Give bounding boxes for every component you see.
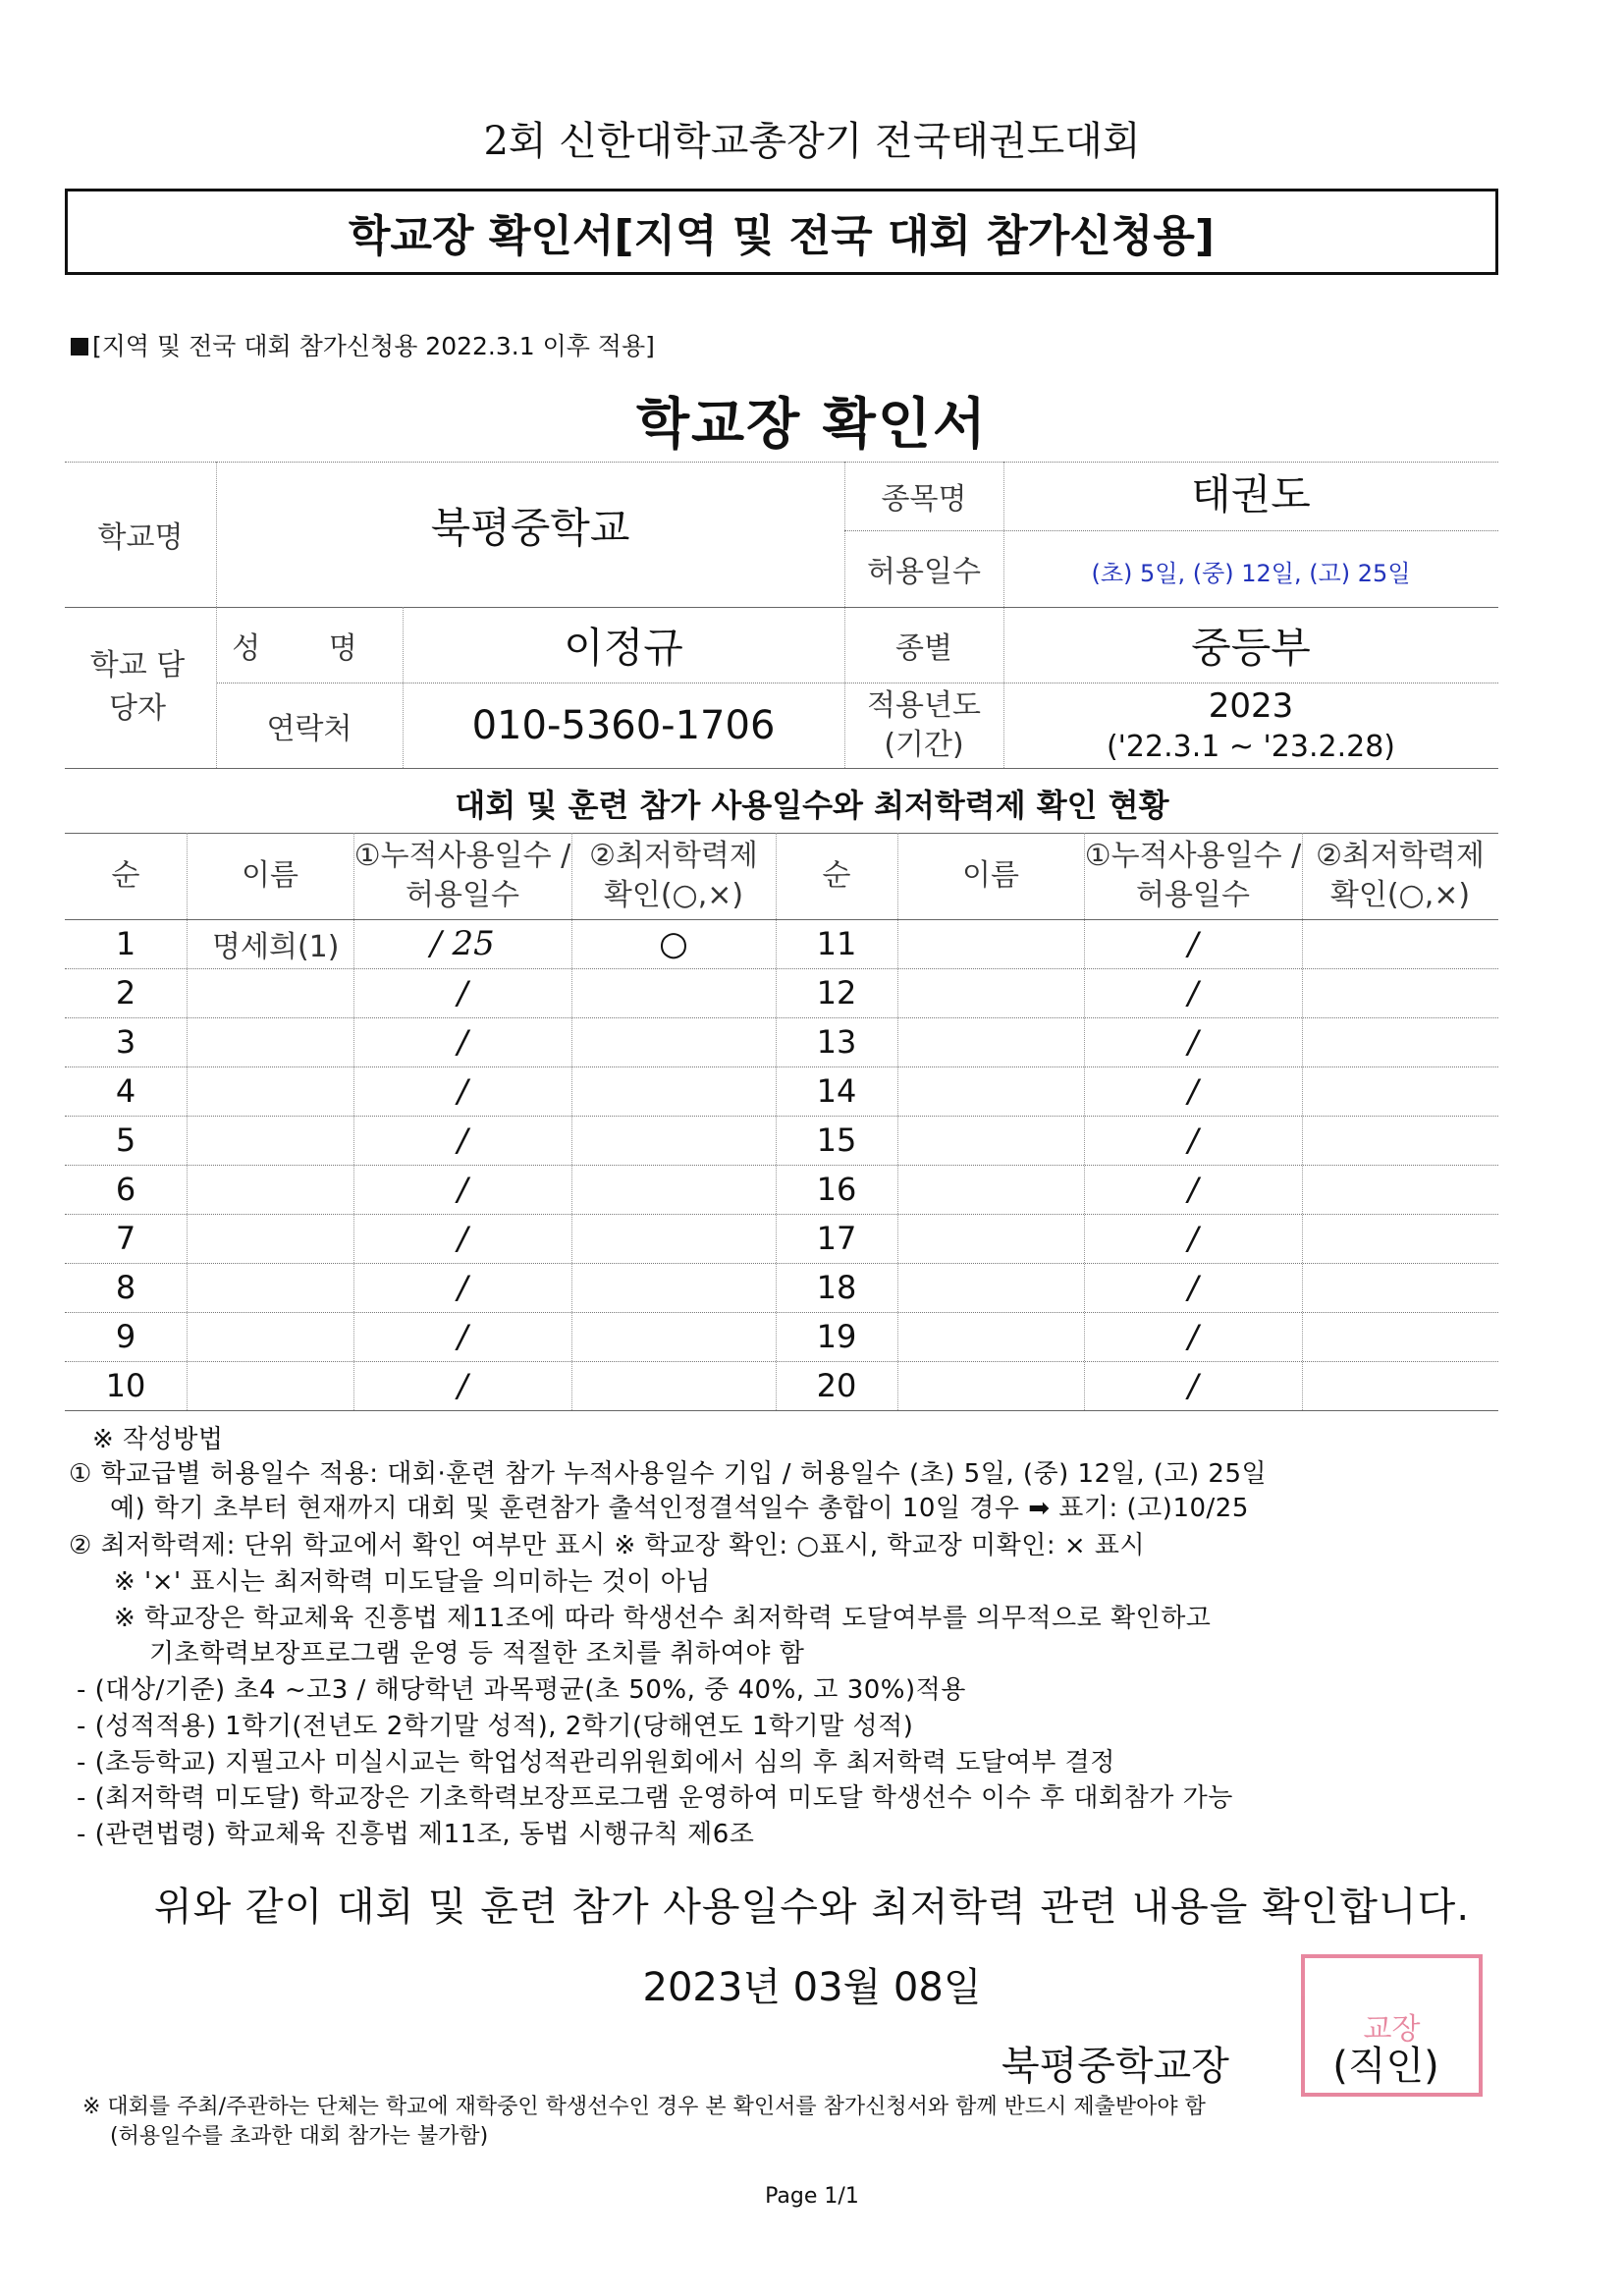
school-name-label: 학교명 bbox=[97, 520, 184, 555]
principal-title: 북평중학교장 bbox=[1001, 2044, 1229, 2089]
event-label: 종목명 bbox=[881, 482, 967, 517]
year-label: 적용년도 (기간) bbox=[867, 687, 981, 762]
academic-check bbox=[571, 1263, 776, 1312]
form-title-box bbox=[65, 189, 1498, 275]
roster-header-days: ①누적사용일수 /허용일수 bbox=[353, 839, 571, 912]
accumulated-days: / bbox=[457, 1023, 468, 1061]
allowed-days-label: 허용일수 bbox=[867, 555, 981, 589]
roster-header-academic: ②최저학력제 확인(○,×) bbox=[589, 839, 758, 912]
row-number: 4 bbox=[115, 1072, 136, 1110]
student-name bbox=[897, 1312, 1084, 1361]
accumulated-days: / bbox=[457, 1220, 468, 1257]
phone-value: 010-5360-1706 bbox=[471, 702, 776, 748]
phone-label: 연락처 bbox=[266, 711, 352, 746]
page-number: Page 1/1 bbox=[765, 2184, 859, 2209]
accumulated-days: / bbox=[1187, 1121, 1199, 1159]
academic-check bbox=[1302, 1017, 1498, 1066]
accumulated-days: / bbox=[1187, 1072, 1199, 1110]
instruction-line: ② 최저학력제: 단위 학교에서 확인 여부만 표시 ※ 학교장 확인: ○표시, 학교장 미확인: × 표시 bbox=[69, 1531, 1146, 1560]
roster-title: 대회 및 훈련 참가 사용일수와 최저학력제 확인 현황 bbox=[455, 787, 1169, 824]
row-number: 5 bbox=[115, 1121, 136, 1159]
instruction-line: - (초등학교) 지필고사 미실시교는 학업성적관리위원회에서 심의 후 최저학력 도달여부 결정 bbox=[77, 1748, 1115, 1777]
student-name bbox=[187, 1116, 353, 1165]
student-name bbox=[187, 1361, 353, 1410]
accumulated-days: / bbox=[1187, 1023, 1199, 1061]
student-name bbox=[187, 1263, 353, 1312]
academic-check bbox=[1302, 1066, 1498, 1116]
contact-group-label: 학교 담당자 bbox=[89, 648, 186, 726]
accumulated-days: / bbox=[1187, 1220, 1199, 1257]
row-number: 19 bbox=[816, 1318, 857, 1355]
row-number: 9 bbox=[115, 1318, 136, 1355]
event-value: 태권도 bbox=[1191, 470, 1311, 519]
academic-check bbox=[1302, 1312, 1498, 1361]
roster-row-border bbox=[65, 1410, 1498, 1411]
year-value: 2023 bbox=[1208, 686, 1294, 726]
instructions-heading: ※ 작성방법 bbox=[92, 1425, 224, 1454]
period-value: ('22.3.1 ~ '23.2.28) bbox=[1106, 729, 1396, 764]
roster-header-days: ①누적사용일수 /허용일수 bbox=[1084, 839, 1302, 912]
student-name bbox=[897, 919, 1084, 968]
confirmation-statement: 위와 같이 대회 및 훈련 참가 사용일수와 최저학력 관련 내용을 확인합니다. bbox=[153, 1885, 1471, 1930]
student-name bbox=[187, 1214, 353, 1263]
student-name bbox=[187, 1017, 353, 1066]
name-label: 성 명 bbox=[232, 630, 387, 666]
division-value: 중등부 bbox=[1191, 623, 1311, 672]
roster-header-no: 순 bbox=[111, 858, 140, 893]
accumulated-days: / bbox=[457, 1072, 468, 1110]
student-name bbox=[187, 1312, 353, 1361]
instruction-line: - (성적적용) 1학기(전년도 2학기말 성적), 2학기(당해연도 1학기말 성적) bbox=[77, 1712, 914, 1741]
roster-header-no: 순 bbox=[822, 858, 851, 893]
academic-check bbox=[1302, 1116, 1498, 1165]
student-name bbox=[897, 1263, 1084, 1312]
student-name bbox=[187, 968, 353, 1017]
academic-check bbox=[571, 1116, 776, 1165]
academic-check bbox=[571, 968, 776, 1017]
row-number: 14 bbox=[816, 1072, 857, 1110]
academic-check bbox=[571, 1361, 776, 1410]
roster-header-name: 이름 bbox=[962, 858, 1019, 893]
row-number: 3 bbox=[115, 1023, 136, 1061]
roster-header-academic: ②최저학력제 확인(○,×) bbox=[1316, 839, 1485, 912]
academic-check bbox=[1302, 1165, 1498, 1214]
sub-title: 학교장 확인서 bbox=[635, 393, 989, 457]
accumulated-days: / bbox=[1187, 1171, 1199, 1208]
row-number: 7 bbox=[115, 1220, 136, 1257]
row-number: 11 bbox=[816, 925, 857, 962]
instruction-line: - (관련법령) 학교체육 진흥법 제11조, 동법 시행규칙 제6조 bbox=[77, 1820, 755, 1849]
school-name-value: 북평중학교 bbox=[430, 504, 630, 552]
academic-check bbox=[1302, 919, 1498, 968]
academic-check bbox=[571, 1312, 776, 1361]
row-number: 16 bbox=[816, 1171, 857, 1208]
academic-check bbox=[571, 1165, 776, 1214]
row-number: 8 bbox=[115, 1269, 136, 1306]
accumulated-days: / bbox=[457, 1367, 468, 1404]
student-name bbox=[897, 1116, 1084, 1165]
academic-check bbox=[1302, 1361, 1498, 1410]
accumulated-days: / bbox=[457, 1171, 468, 1208]
student-name bbox=[897, 1214, 1084, 1263]
row-number: 2 bbox=[115, 974, 136, 1011]
instruction-line: ① 학교급별 허용일수 적용: 대회·훈련 참가 누적사용일수 기입 / 허용일수 (초) 5일, (중) 12일, (고) 25일 bbox=[69, 1459, 1268, 1489]
roster-header-name: 이름 bbox=[242, 858, 298, 893]
academic-check bbox=[1302, 968, 1498, 1017]
seal-text: 교장 bbox=[1363, 2011, 1421, 2047]
student-name: 명세희(1) bbox=[212, 930, 340, 964]
applicability-note-text: [지역 및 전국 대회 참가신청용 2022.3.1 이후 적용] bbox=[92, 332, 655, 360]
student-name bbox=[187, 1066, 353, 1116]
accumulated-days: / bbox=[1187, 974, 1199, 1011]
accumulated-days: / 25 bbox=[430, 924, 495, 963]
division-label: 종별 bbox=[895, 630, 952, 666]
confirmation-date: 2023년 03월 08일 bbox=[642, 1965, 982, 2010]
square-bullet-icon bbox=[71, 338, 88, 355]
form-title: 학교장 확인서[지역 및 전국 대회 참가신청용] bbox=[349, 211, 1215, 261]
academic-check bbox=[571, 1017, 776, 1066]
row-number: 20 bbox=[816, 1367, 857, 1404]
academic-check: ○ bbox=[659, 924, 688, 963]
applicability-note bbox=[71, 327, 655, 362]
contact-name-value: 이정규 bbox=[564, 623, 683, 672]
row-number: 18 bbox=[816, 1269, 857, 1306]
row-number: 10 bbox=[105, 1367, 146, 1404]
student-name bbox=[897, 968, 1084, 1017]
accumulated-days: / bbox=[1187, 1269, 1199, 1306]
student-name bbox=[187, 1165, 353, 1214]
student-name bbox=[897, 1361, 1084, 1410]
student-name bbox=[897, 1017, 1084, 1066]
instruction-line: - (대상/기준) 초4 ~고3 / 해당학년 과목평균(초 50%, 중 40%, 고 30%)적용 bbox=[77, 1675, 966, 1705]
event-title: 2회 신한대학교총장기 전국태권도대회 bbox=[483, 119, 1141, 164]
accumulated-days: / bbox=[457, 1269, 468, 1306]
seal-note: (직인) bbox=[1332, 2044, 1439, 2089]
instruction-line: 기초학력보장프로그램 운영 등 적절한 조치를 취하여야 함 bbox=[149, 1639, 805, 1668]
instruction-line: - (최저학력 미도달) 학교장은 기초학력보장프로그램 운영하여 미도달 학생선수 이수 후 대회참가 가능 bbox=[77, 1783, 1233, 1813]
row-number: 17 bbox=[816, 1220, 857, 1257]
accumulated-days: / bbox=[457, 1318, 468, 1355]
row-number: 12 bbox=[816, 974, 857, 1011]
row-number: 13 bbox=[816, 1023, 857, 1061]
footnote-submission: ※ 대회를 주최/주관하는 단체는 학교에 재학중인 학생선수인 경우 본 확인서를 참가신청서와 함께 반드시 제출받아야 함 bbox=[82, 2095, 1206, 2119]
row-number: 15 bbox=[816, 1121, 857, 1159]
student-name bbox=[897, 1066, 1084, 1116]
allowed-days-value: (초) 5일, (중) 12일, (고) 25일 bbox=[1091, 559, 1411, 587]
instruction-line: ※ '×' 표시는 최저학력 미도달을 의미하는 것이 아님 bbox=[114, 1567, 711, 1597]
accumulated-days: / bbox=[1187, 925, 1199, 962]
academic-check bbox=[1302, 1214, 1498, 1263]
student-name bbox=[897, 1165, 1084, 1214]
accumulated-days: / bbox=[457, 974, 468, 1011]
accumulated-days: / bbox=[1187, 1318, 1199, 1355]
accumulated-days: / bbox=[1187, 1367, 1199, 1404]
footnote-limit: (허용일수를 초과한 대회 참가는 불가함) bbox=[110, 2124, 489, 2149]
instruction-line: 예) 학기 초부터 현재까지 대회 및 훈련참가 출석인정결석일수 총합이 10일 경우 ➡ 표기: (고)10/25 bbox=[110, 1494, 1249, 1523]
accumulated-days: / bbox=[457, 1121, 468, 1159]
row-number: 6 bbox=[115, 1171, 136, 1208]
row-number: 1 bbox=[115, 925, 136, 962]
academic-check bbox=[571, 1066, 776, 1116]
principal-signature bbox=[1001, 2035, 1439, 2091]
instruction-line: ※ 학교장은 학교체육 진흥법 제11조에 따라 학생선수 최저학력 도달여부를 의무적으로 확인하고 bbox=[114, 1604, 1212, 1633]
academic-check bbox=[1302, 1263, 1498, 1312]
academic-check bbox=[571, 1214, 776, 1263]
